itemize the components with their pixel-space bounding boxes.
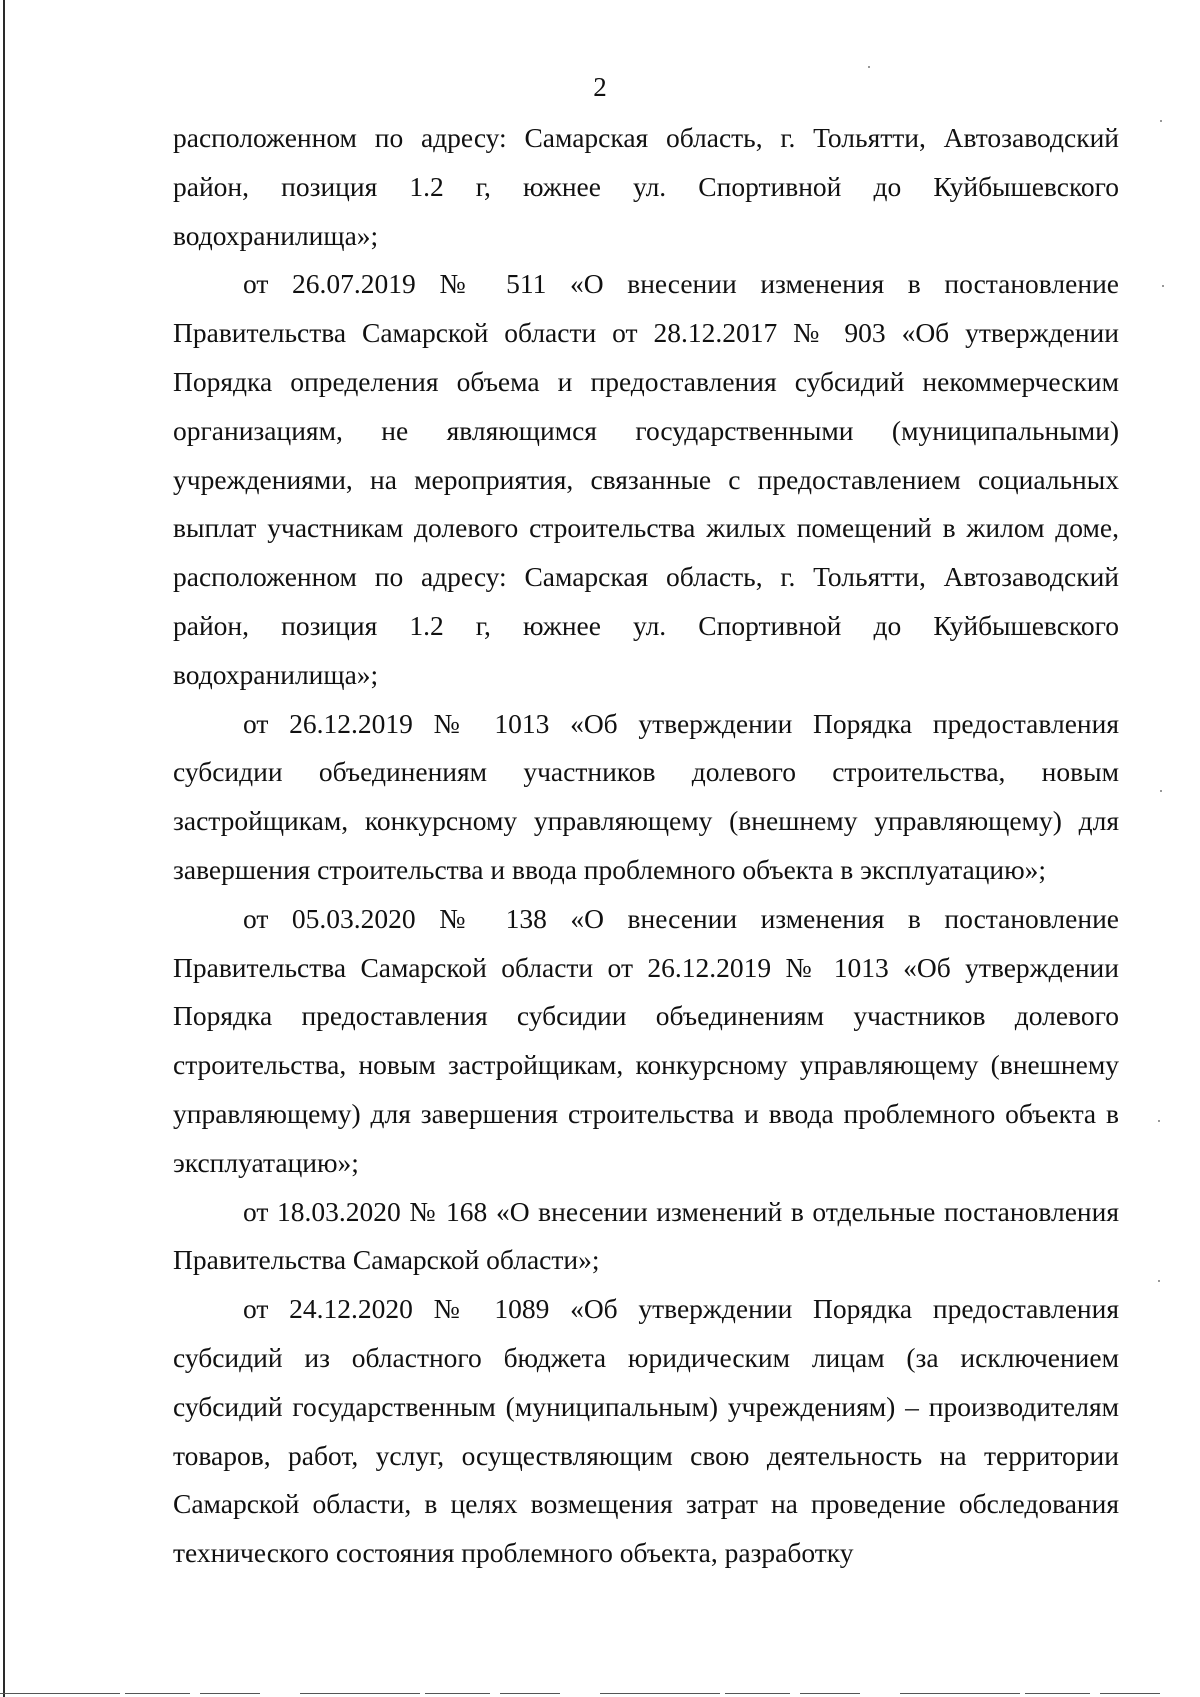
paragraph-continuation: расположенном по адресу: Самарская область, г. Тольятти, Автозаводский район, позиция 1.2 г, южнее ул. Спортивной до Куйбышевского водохранилища»; [173,122,1119,251]
paragraph-resolution-1089: от 24.12.2020 № 1089 «Об утверждении Порядка предоставления субсидий из областного бюджета юридическим лицам (за исключением субсидий государственным (муниципальным) учреждениям) – производителям товаров, работ, услуг, осуществляющим свою деятельность на территории Самарской области, в целях возмещения затрат на проведение обследования технического состояния проблемного объекта, разработку [173,1293,1119,1569]
scan-speck [1160,120,1162,122]
paragraph-resolution-138: от 05.03.2020 № 138 «О внесении изменения в постановление Правительства Самарской области от 26.12.2019 № 1013 «Об утверждении Порядка предоставления субсидии объединениям участников долевого строительства, новым застройщикам, конкурсному управляющему (внешнему управляющему) для завершения строительства и ввода проблемного объекта в эксплуатацию»; [173,902,1119,1178]
scan-edge-bottom [0,1693,1200,1694]
scan-speck [1158,1120,1160,1122]
scan-speck [1160,790,1162,792]
page-number: 2 [593,72,607,102]
paragraph-resolution-1013: от 26.12.2019 № 1013 «Об утверждении Порядка предоставления субсидии объединениям участников долевого строительства, новым застройщикам, конкурсному управляющему (внешнему управляющему) для завершения строительства и ввода проблемного объекта в эксплуатацию»; [173,707,1119,885]
scan-speck [1162,285,1164,287]
document-body [173,114,1119,1578]
scan-speck [1158,1280,1160,1282]
scan-edge-left [3,0,5,1697]
scan-speck [868,66,870,68]
paragraph-resolution-168: от 18.03.2020 № 168 «О внесении изменений в отдельные постановления Правительства Самарской области»; [173,1195,1119,1276]
paragraph-resolution-511: от 26.07.2019 № 511 «О внесении изменения в постановление Правительства Самарской области от 28.12.2017 № 903 «Об утверждении Порядка определения объема и предоставления субсидий некоммерческим организациям, не являющимся государственными (муниципальными) учреждениями, на мероприятия, связанные с предоставлением социальных выплат участникам долевого строительства жилых помещений в жилом доме, расположенном по адресу: Самарская область, г. Тольятти, Автозаводский район, позиция 1.2 г, южнее ул. Спортивной до Куйбышевского водохранилища»; [173,268,1119,690]
